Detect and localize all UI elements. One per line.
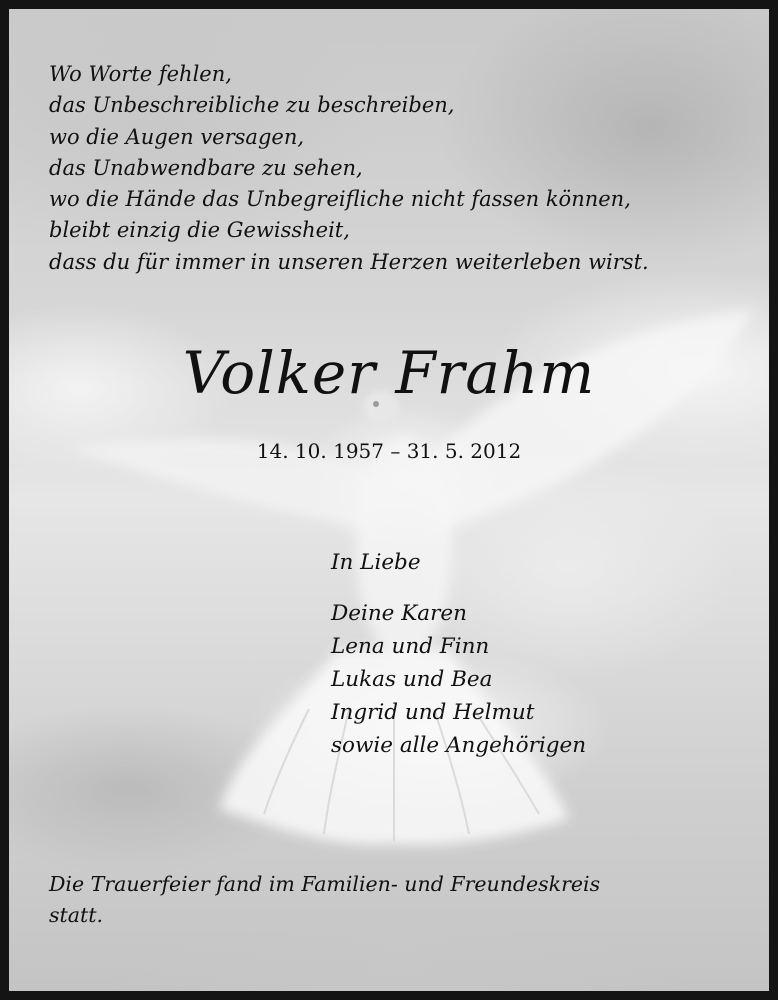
ceremony-line: Die Trauerfeier fand im Familien- und Freundeskreis — [49, 872, 601, 896]
deceased-name: Volker Frahm — [182, 339, 596, 407]
poem-line: dass du für immer in unseren Herzen weiterleben wirst. — [49, 249, 649, 274]
poem-line: wo die Augen versagen, — [49, 124, 305, 149]
life-dates: 14. 10. 1957 – 31. 5. 2012 — [256, 439, 522, 463]
mourner-name: sowie alle Angehörigen — [331, 733, 587, 758]
poem-line: Wo Worte fehlen, — [49, 62, 232, 86]
mourner-name: Lukas und Bea — [331, 667, 493, 692]
poem-line: das Unbeschreibliche zu beschreiben, — [49, 93, 455, 118]
mourner-name: Lena und Finn — [331, 634, 490, 659]
poem-line: bleibt einzig die Gewissheit, — [49, 218, 350, 243]
ceremony-note — [49, 869, 600, 931]
poem-line: wo die Hände das Unbegreifliche nicht fassen können, — [49, 187, 631, 212]
mourners-intro: In Liebe — [331, 550, 421, 575]
mourners-list — [331, 546, 586, 762]
mourner-name: Deine Karen — [331, 601, 467, 626]
ceremony-line: statt. — [49, 903, 103, 927]
poem — [49, 59, 649, 278]
mourner-name: Ingrid und Helmut — [331, 700, 535, 725]
poem-line: das Unabwendbare zu sehen, — [49, 155, 363, 180]
spacer — [331, 579, 586, 597]
